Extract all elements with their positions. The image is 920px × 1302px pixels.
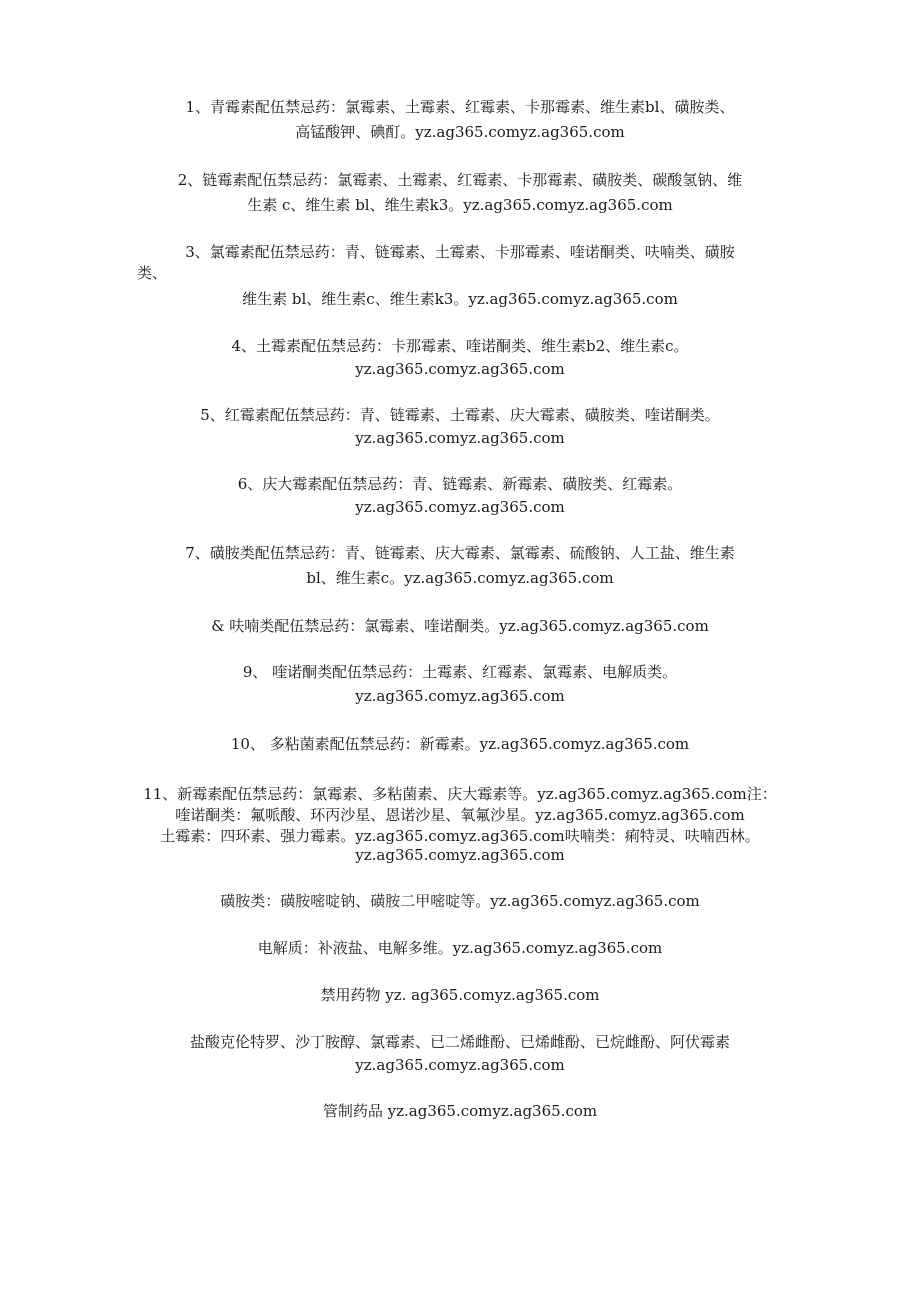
text-line: yz.ag365.comyz.ag365.com (355, 360, 565, 378)
text-line: 2、链霉素配伍禁忌药：氯霉素、土霉素、红霉素、卡那霉素、磺胺类、碳酸氢钠、维 (177, 171, 743, 189)
text-line: 7、磺胺类配伍禁忌药：青、链霉素、庆大霉素、氯霉素、硫酸钠、人工盐、维生素 (185, 544, 735, 562)
text-line: 类、 (137, 264, 168, 282)
text-line: 5、红霉素配伍禁忌药：青、链霉素、土霉素、庆大霉素、磺胺类、喹诺酮类。 (200, 406, 720, 424)
text-line: 11、新霉素配伍禁忌药：氯霉素、多粘菌素、庆大霉素等。yz.ag365.comyz.ag365.com注： (143, 785, 777, 803)
text-line: 6、庆大霉素配伍禁忌药：青、链霉素、新霉素、磺胺类、红霉素。 (237, 475, 683, 493)
text-line: 高锰酸钾、碘酊。yz.ag365.comyz.ag365.com (295, 123, 625, 141)
text-line: 生素 c、维生素 bl、维生素k3。yz.ag365.comyz.ag365.com (247, 196, 673, 214)
text-line: 土霉素：四环素、强力霉素。yz.ag365.comyz.ag365.com呋喃类：痢特灵、呋喃西林。 (160, 827, 760, 845)
text-line: 喹诺酮类：氟哌酸、环丙沙星、恩诺沙星、氧氟沙星。yz.ag365.comyz.ag365.com (175, 806, 745, 824)
text-line: yz.ag365.comyz.ag365.com (355, 498, 565, 516)
text-line: yz.ag365.comyz.ag365.com (355, 687, 565, 705)
text-line: yz.ag365.comyz.ag365.com (355, 429, 565, 447)
text-line: 10、 多粘菌素配伍禁忌药：新霉素。yz.ag365.comyz.ag365.com (230, 735, 690, 753)
text-line: 盐酸克伦特罗、沙丁胺醇、氯霉素、已二烯雌酚、已烯雌酚、已烷雌酚、阿伏霉素 (189, 1033, 730, 1051)
text-line: & 呋喃类配伍禁忌药：氯霉素、喹诺酮类。yz.ag365.comyz.ag365.com (211, 617, 709, 635)
text-line: yz.ag365.comyz.ag365.com (355, 846, 565, 864)
text-line: 4、土霉素配伍禁忌药：卡那霉素、喹诺酮类、维生素b2、维生素c。 (231, 337, 689, 355)
text-line: 维生素 bl、维生素c、维生素k3。yz.ag365.comyz.ag365.com (242, 290, 678, 308)
text-line: 电解质：补液盐、电解多维。yz.ag365.comyz.ag365.com (257, 939, 663, 957)
text-line: 3、氯霉素配伍禁忌药：青、链霉素、土霉素、卡那霉素、喹诺酮类、呋喃类、磺胺 (185, 243, 735, 261)
text-line: 磺胺类：磺胺嘧啶钠、磺胺二甲嘧啶等。yz.ag365.comyz.ag365.com (220, 892, 700, 910)
text-line: 禁用药物 yz. ag365.comyz.ag365.com (320, 986, 600, 1004)
text-line: 管制药品 yz.ag365.comyz.ag365.com (322, 1102, 598, 1120)
text-line: 9、 喹诺酮类配伍禁忌药：土霉素、红霉素、氯霉素、电解质类。 (242, 663, 678, 681)
text-line: yz.ag365.comyz.ag365.com (355, 1056, 565, 1074)
text-line: 1、青霉素配伍禁忌药：氯霉素、土霉素、红霉素、卡那霉素、维生素bl、磺胺类、 (185, 98, 735, 116)
text-line: bl、维生素c。yz.ag365.comyz.ag365.com (306, 569, 614, 587)
